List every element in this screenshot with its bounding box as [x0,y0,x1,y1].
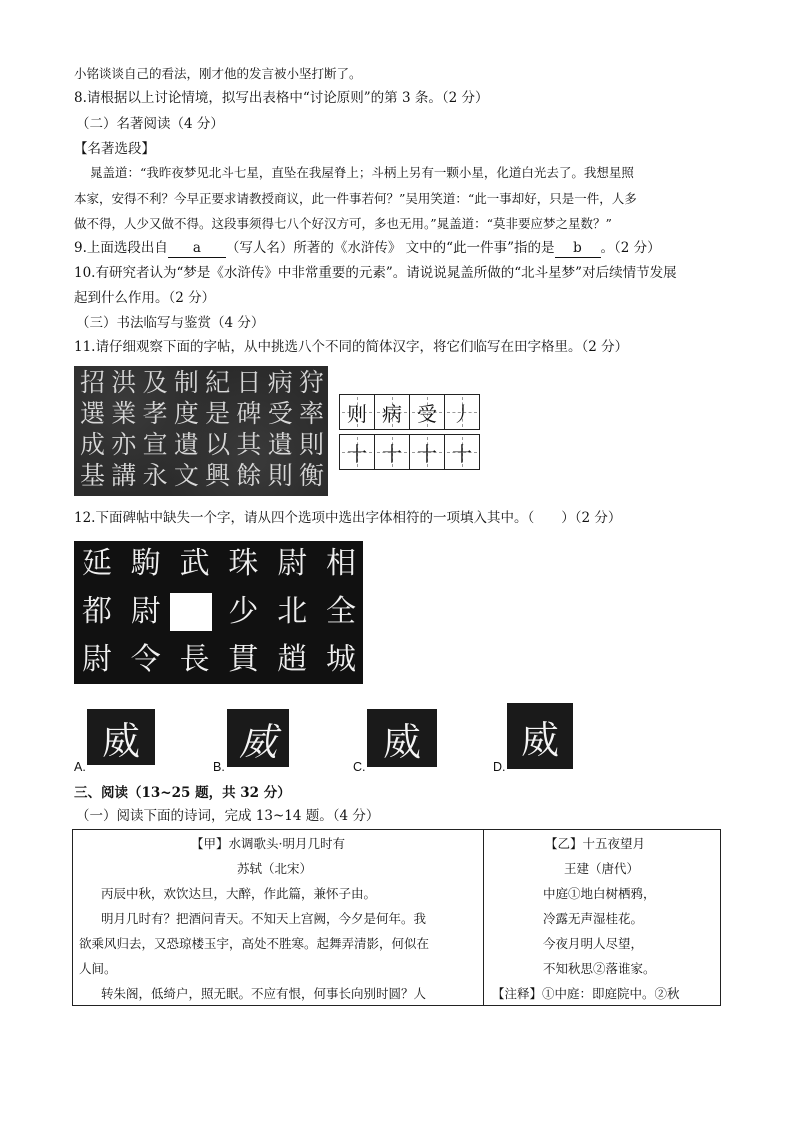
rubbing-char: 相 [325,546,356,581]
rubbing-char: 駒 [130,546,161,581]
rubbing-char: 文 [173,461,199,490]
option-c-label[interactable]: C. [353,760,366,774]
q9-blank-b[interactable]: b [555,239,601,258]
rubbing-char: 珠 [228,546,259,581]
rubbing-char: 令 [130,642,161,677]
excerpt-heading: 【名著选段】 [74,141,155,157]
question-8: 8.请根据以上讨论情境，拟写出表格中“讨论原则”的第 3 条。（2 分） [74,90,489,106]
poem-yi-cell [484,830,721,1006]
option-c-glyph: 威 [382,719,421,764]
grid-cell[interactable]: 十 [340,435,375,469]
grid-cell[interactable]: 受 [410,395,445,429]
grid-cell[interactable]: 十 [445,435,479,469]
option-d-label[interactable]: D. [493,760,506,774]
option-a-image[interactable] [87,709,155,765]
section-3-heading: （三）书法临写与鉴赏（4 分） [76,315,265,331]
rubbing2-row [82,643,356,677]
option-d-image[interactable] [507,703,573,769]
rubbing-char: 紀 [205,368,231,397]
rubbing-char: 延 [82,546,112,581]
rubbing-char: 尉 [82,642,112,677]
option-c-image[interactable] [367,709,437,767]
poem-yi-line: 冷露无声湿桂花。 [543,911,644,926]
practice-grid-row-2[interactable] [339,434,480,470]
rubbing-char: 尉 [277,546,308,581]
missing-char-placeholder [170,593,212,631]
rubbing-char: 是 [205,399,231,428]
poem-jia-line: 人间。 [79,961,117,976]
q9-prefix: 9.上面选段出自 [74,240,168,256]
rubbing-char: 以 [205,430,231,459]
rubbing-char: 洪 [111,368,137,397]
rubbing1-row [80,368,324,398]
q9-mid: （写人名）所著的《水浒传》 文中的“此一件事”指的是 [225,240,555,256]
rubbing-char: 日 [236,368,262,397]
part-3-heading: 三、阅读（13~25 题，共 32 分） [74,785,291,801]
poem-jia-line: 转朱阁，低绮户，照无眠。不应有恨，何事长向别时圆？人 [101,986,427,1001]
option-d-glyph: 威 [520,717,559,762]
rubbing1-row [80,430,324,460]
option-a-glyph: 威 [101,718,140,763]
rubbing-char: 貫 [228,642,259,677]
rubbing-char: 講 [111,461,137,490]
poem-yi-line: 中庭①地白树栖鸦， [543,886,656,901]
rubbing-char: 宣 [142,430,168,459]
rubbing-char: 則 [267,461,293,490]
calligraphy-rubbing-2 [74,541,363,684]
poem-jia-line: 明月几时有？把酒问青天。不知天上宫阙，今夕是何年。我 [101,911,427,926]
rubbing1-row [80,399,324,429]
part-3-subheading: （一）阅读下面的诗词，完成 13~14 题。（4 分） [76,808,380,824]
rubbing-char: 制 [173,368,199,397]
calligraphy-rubbing-1 [74,366,328,496]
grid-cell[interactable]: 则 [340,395,375,429]
rubbing-char: 選 [80,399,106,428]
poem-yi-line: 今夜月明人尽望， [543,936,644,951]
excerpt-line-1: 晁盖道：“我昨夜梦见北斗七星，直坠在我屋脊上；斗柄上另有一颗小星，化道白光去了。我想星照 [90,165,634,180]
q9-suffix: 。（2 分） [600,240,661,256]
rubbing-char: 趙 [277,642,308,677]
option-a-label[interactable]: A. [74,760,86,774]
rubbing-char: 全 [325,594,356,629]
rubbing-char: 狩 [298,368,324,397]
rubbing-char: 餘 [236,461,262,490]
rubbing-char: 遺 [173,430,199,459]
poem-jia-author: 苏轼（北宋） [237,861,313,876]
rubbing2-row [82,595,356,629]
rubbing-char: 成 [80,430,106,459]
rubbing-char: 興 [205,461,231,490]
rubbing-char: 招 [80,368,106,397]
rubbing-char: 及 [142,368,168,397]
rubbing-char: 武 [179,546,210,581]
rubbing-char: 孝 [142,399,168,428]
poem-jia-title: 【甲】水调歌头·明月几时有 [191,836,345,851]
rubbing-char: 都 [82,594,112,629]
option-b-glyph: 威 [238,719,277,764]
rubbing-char: 率 [298,399,324,428]
excerpt-line-3: 做不得，人少又做不得。这段事须得七八个好汉方可，多也无用。”晁盖道：“莫非要应梦之星数？” [74,216,612,231]
grid-cell[interactable]: 十 [410,435,445,469]
rubbing-char: 永 [142,461,168,490]
question-11: 11.请仔细观察下面的字帖，从中挑选八个不同的简体汉字，将它们临写在田字格里。（2 分） [74,339,629,355]
rubbing-char: 遺 [267,430,293,459]
rubbing-char: 碑 [236,399,262,428]
poem-jia-line: 丙辰中秋，欢饮达旦，大醉，作此篇，兼怀子由。 [101,886,377,901]
question-9 [74,239,661,258]
rubbing-char: 病 [267,368,293,397]
q9-blank-a[interactable]: a [168,239,226,258]
poem-yi-title: 【乙】十五夜望月 [545,836,646,851]
rubbing-char: 長 [179,642,210,677]
rubbing-char: 度 [173,399,199,428]
poem-jia-cell [73,830,484,1006]
rubbing-char: 其 [236,430,262,459]
rubbing2-row [82,547,356,581]
rubbing-char: 受 [267,399,293,428]
grid-cell[interactable]: 丿 [445,395,479,429]
question-10-line-1: 10.有研究者认为“梦是《水浒传》中非常重要的元素”。请说说晁盖所做的“北斗星梦”对后续情节发展 [74,265,677,281]
rubbing-char: 基 [80,461,106,490]
option-b-label[interactable]: B. [213,760,225,774]
poem-yi-line: 不知秋思②落谁家。 [543,961,656,976]
practice-grid-row-1[interactable] [339,394,480,430]
question-10-line-2: 起到什么作用。（2 分） [74,290,216,306]
grid-cell[interactable]: 病 [375,395,410,429]
rubbing-char: 尉 [130,594,161,629]
rubbing-char: 城 [325,642,356,677]
option-b-image[interactable] [227,709,289,767]
poem-jia-line: 欲乘风归去，又恐琼楼玉宇，高处不胜寒。起舞弄清影，何似在 [79,936,430,951]
rubbing1-row [80,461,324,491]
rubbing-char: 則 [298,430,324,459]
poem-yi-author: 王建（唐代） [564,861,640,876]
rubbing-char: 衡 [298,461,324,490]
poem-table [72,829,721,1006]
poem-yi-note: 【注释】①中庭：即庭院中。②秋 [492,986,680,1001]
grid-cell[interactable]: 十 [375,435,410,469]
excerpt-line-2: 本家，安得不利？今早正要求请教授商议，此一件事若何？”吴用笑道：“此一事却好，只是一件，人多 [74,191,637,206]
top-line: 小铭谈谈自己的看法，刚才他的发言被小坚打断了。 [74,66,362,81]
rubbing-char: 少 [228,594,259,629]
rubbing-char: 亦 [111,430,137,459]
section-2-heading: （二）名著阅读（4 分） [76,116,224,132]
rubbing-char: 北 [277,594,308,629]
rubbing-char: 業 [111,399,137,428]
question-12: 12.下面碑帖中缺失一个字，请从四个选项中选出字体相符的一项填入其中。（ ）（2 分） [74,510,622,526]
